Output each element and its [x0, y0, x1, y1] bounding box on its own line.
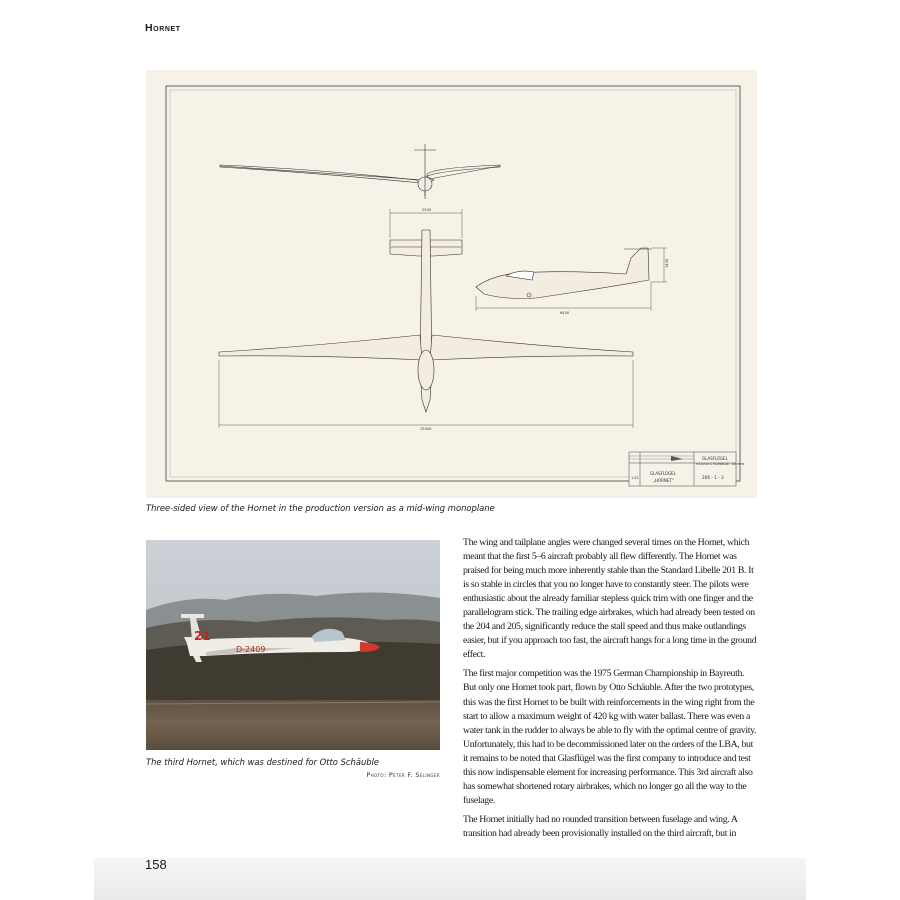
- three-view-drawing: [146, 70, 757, 498]
- dimension-wingspan: 15000: [420, 427, 432, 431]
- title-block-company: GLASFLÜGEL: [650, 471, 676, 476]
- dimension-tailplane-span: 2500: [422, 208, 432, 212]
- body-text: [463, 536, 758, 846]
- page-edge-shadow: [94, 858, 806, 900]
- title-block-logo-text: GLASFLÜGEL: [702, 456, 728, 461]
- glider-photo: [146, 540, 440, 750]
- drawing-caption: Three-sided view of the Hornet in the production version as a mid-wing monoplane: [146, 503, 495, 513]
- title-block-name: „HORNET": [653, 478, 674, 483]
- photo-caption: The third Hornet, which was destined for Otto Schäuble: [146, 757, 380, 767]
- photo-credit: Photo: Peter F. Selinger: [366, 771, 440, 779]
- paragraph: The first major competition was the 1975 German Championship in Bayreuth. But only one Hornet took part, flown by Otto Schäuble. After the two prototypes, this was the first Hornet to be built with reinforcements in the wing right from the start to allow a maximum weight of 420 kg with water ballast. There was even a water tank in the rudder to always be able to fly with the optimal centre of gravity. Unfortunately, this had to be decommissioned later on the orders of the LBA, but it remains to be noted that Glasflügel was the first company to introduce and test this now indispensable element for increasing performance. This 3rd aircraft also has somewhat shortened rotary airbrakes, which no longer go all the way to the fuselage.: [463, 668, 757, 806]
- paragraph: The wing and tailplane angles were changed several times on the Hornet, which meant that the first 5–6 aircraft probably all flew differently. The Hornet was praised for being much more inherently stable than the Standard Libelle 201 B. It is so stable in circles that you no longer have to constantly steer. The pilots were enthusiastic about the already familiar stepless quick trim with one finger and the parallelogram stick. The trailing edge airbrakes, which had already been tested on the 204 and 205, significantly reduce the stall speed and thus make outlandings easier, but if you approach too fast, the aircraft hangs for a long time in the ground effect.: [463, 537, 757, 661]
- running-head: Hornet: [145, 22, 181, 34]
- title-block-scale: 1:25: [631, 476, 639, 480]
- competition-number: 21: [194, 629, 211, 643]
- paragraph: The Hornet initially had no rounded transition between fuselage and wing. A transition had already been provisionally installed on the third aircraft, but in: [463, 813, 738, 839]
- dimension-length: 6430: [560, 311, 570, 315]
- glider-registration: D-2409: [236, 645, 266, 654]
- title-block-logo-subtext: HOLIGHAUS & HILLENBRAND · KIRCHHEIM: [696, 463, 745, 466]
- dimension-height: 1435: [665, 258, 669, 268]
- title-block-drawing-number: 206 - 1 - 3: [702, 475, 724, 480]
- page-number: 158: [145, 857, 167, 872]
